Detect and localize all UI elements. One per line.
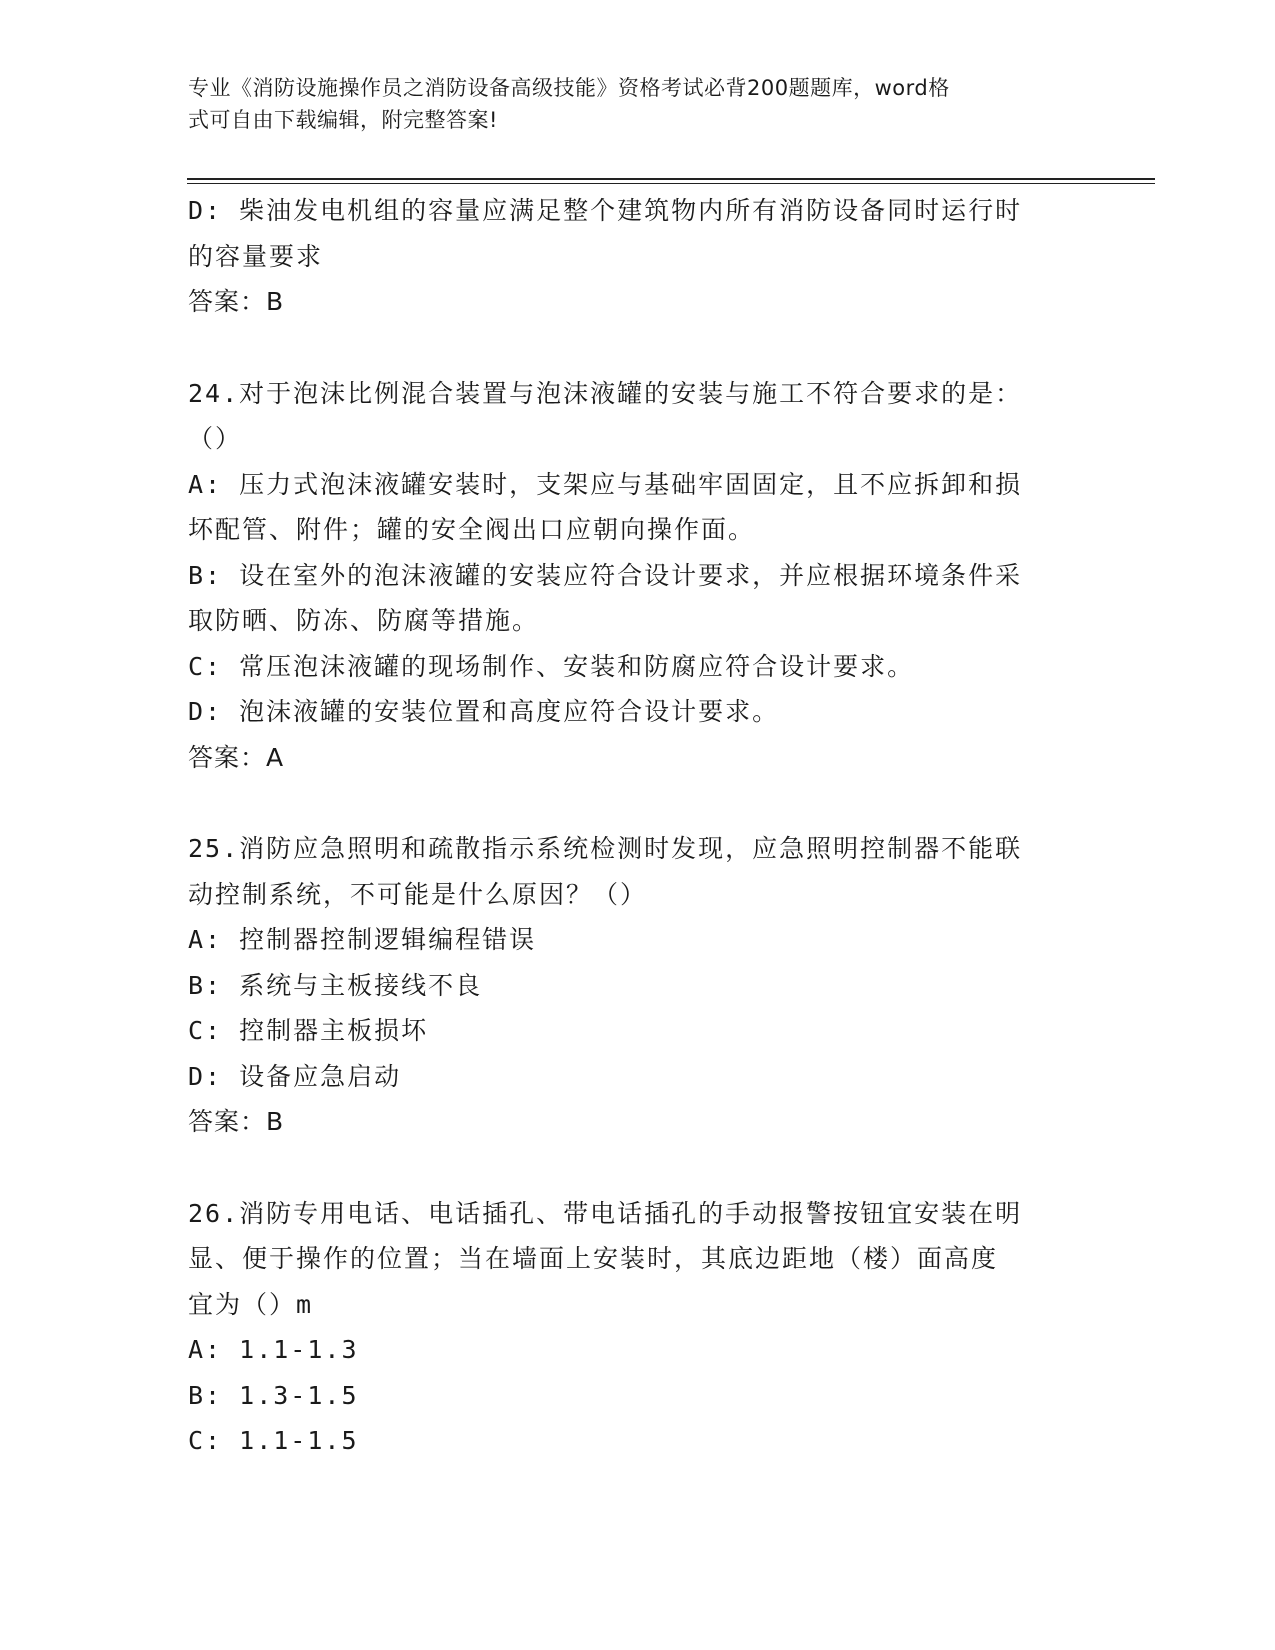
option-c: C: 常压泡沫液罐的现场制作、安装和防腐应符合设计要求。 [188,651,915,681]
section-gap [188,325,1088,371]
answer: 答案：A [188,742,285,772]
header-divider-thin [187,183,1155,184]
question-24 [188,371,1088,781]
section-gap [188,780,1088,826]
option-b: B: 系统与主板接线不良 [188,970,483,1000]
option-b: B: 1.3-1.5 [188,1380,359,1410]
header-divider-thick [187,178,1155,180]
answer: 答案：B [188,1107,285,1136]
question-stem: 25.消防应急照明和疏散指示系统检测时发现，应急照明控制器不能联 [188,834,1023,863]
option-b-continued: 取防晒、防冻、防腐等措施。 [188,606,540,635]
option-a: A: 压力式泡沫液罐安装时，支架应与基础牢固固定，且不应拆卸和损 [188,469,1023,499]
option-d: D: 设备应急启动 [188,1061,402,1091]
option-d: D: 柴油发电机组的容量应满足整个建筑物内所有消防设备同时运行时 [188,196,1023,225]
option-d-continued: 的容量要求 [188,241,324,271]
option-c: C: 1.1-1.5 [188,1426,359,1455]
option-c: C: 控制器主板损坏 [188,1016,429,1045]
header-line-2: 式可自由下载编辑，附完整答案! [188,108,498,132]
question-23-tail [188,188,1088,325]
header-line-1: 专业《消防设施操作员之消防设备高级技能》资格考试必背200题题库，word格 [188,76,950,100]
option-a-continued: 坏配管、附件；罐的安全阀出口应朝向操作面。 [188,515,756,544]
option-a: A: 1.1-1.3 [188,1335,359,1364]
option-b: B: 设在室外的泡沫液罐的安装应符合设计要求，并应根据环境条件采 [188,560,1023,590]
option-d: D: 泡沫液罐的安装位置和高度应符合设计要求。 [188,697,780,726]
question-stem-continued: （） [188,424,243,453]
question-stem: 26.消防专用电话、电话插孔、带电话插孔的手动报警按钮宜安装在明 [188,1198,1023,1228]
document-header [188,72,1068,136]
option-a: A: 控制器控制逻辑编程错误 [188,925,537,954]
answer: 答案：B [188,287,285,316]
question-25 [188,826,1088,1145]
question-stem: 24.对于泡沫比例混合装置与泡沫液罐的安装与施工不符合要求的是： [188,378,1023,408]
question-stem-continued: 动控制系统，不可能是什么原因？（） [188,879,648,909]
question-stem-continued: 宜为（）m [188,1289,314,1319]
question-stem-continued: 显、便于操作的位置；当在墙面上安装时，其底边距地（楼）面高度 [188,1244,999,1273]
section-gap [188,1145,1088,1191]
document-body [188,188,1088,1464]
question-26 [188,1191,1088,1464]
